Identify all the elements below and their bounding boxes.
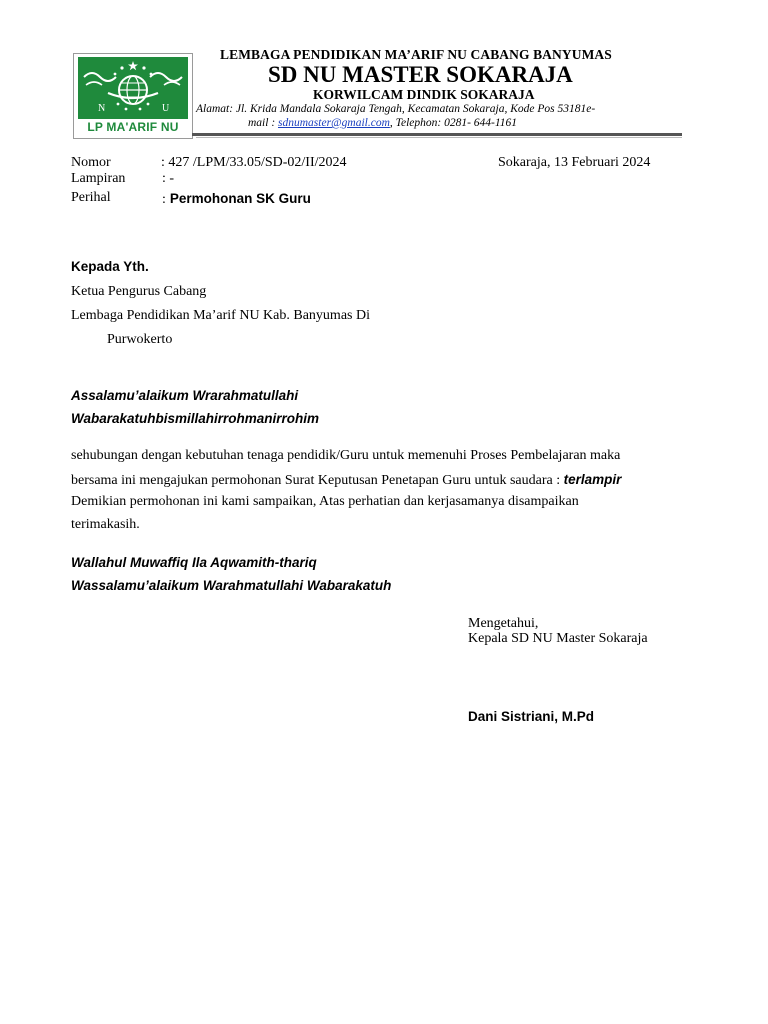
body-line: sehubungan dengan kebutuhan tenaga pendidik/Guru untuk memenuhi Proses Pembelajaran maka [71, 448, 621, 463]
signatory-name: Dani Sistriani, M.Pd [468, 709, 595, 724]
lp-maarif-nu-logo [73, 53, 193, 139]
school-name: SD NU MASTER SOKARAJA [268, 62, 573, 87]
perihal-label: Perihal [71, 190, 111, 205]
school-address: Alamat: Jl. Krida Mandala Sokaraja Tengah, Kecamatan Sokaraja, Kode Pos 53181e- [196, 103, 596, 115]
header-divider [192, 133, 682, 136]
perihal-colon: : [162, 192, 166, 207]
body-line [71, 471, 621, 489]
recipient-heading: Kepada Yth. [71, 259, 149, 274]
perihal-value: Permohonan SK Guru [169, 191, 311, 206]
body-line: terimakasih. [71, 517, 140, 532]
contact-line [248, 117, 517, 129]
greeting-line: Wabarakatuhbismillahirrohmanirrohim [71, 411, 320, 426]
body-emphasis: terlampir [563, 472, 622, 487]
email-link[interactable]: sdnumaster@gmail.com [278, 117, 390, 129]
mail-label: mail : [248, 117, 279, 129]
greeting-line: Assalamu’alaikum Wrarahmatullahi [71, 388, 299, 403]
nomor-value: : 427 /LPM/33.05/SD-02/II/2024 [161, 155, 347, 170]
organization-name: LEMBAGA PENDIDIKAN MA’ARIF NU CABANG BANYUMAS [220, 47, 612, 62]
nomor-label: Nomor [71, 155, 111, 170]
closing-line: Wallahul Muwaffiq Ila Aqwamith-thariq [71, 555, 317, 570]
logo-caption: LP MA'ARIF NU [87, 120, 179, 134]
closing-line: Wassalamu’alaikum Warahmatullahi Wabarakatuh [71, 578, 392, 593]
svg-text:U: U [162, 103, 170, 114]
signature-title: Kepala SD NU Master Sokaraja [468, 631, 648, 646]
header-divider-thin [196, 137, 682, 138]
recipient-line: Ketua Pengurus Cabang [71, 284, 207, 299]
recipient-line: Lembaga Pendidikan Ma’arif NU Kab. Banyumas Di [71, 308, 370, 323]
body-line: Demikian permohonan ini kami sampaikan, Atas perhatian dan kerjasamanya disampaikan [71, 494, 579, 509]
recipient-city: Purwokerto [107, 332, 173, 347]
svg-text:N: N [98, 103, 106, 114]
lampiran-value: : - [162, 171, 175, 186]
korwil-name: KORWILCAM DINDIK SOKARAJA [313, 87, 535, 102]
signature-acknowledge: Mengetahui, [468, 616, 539, 631]
body-text: bersama ini mengajukan permohonan Surat Keputusan Penetapan Guru untuk saudara : [71, 473, 564, 488]
letter-date: Sokaraja, 13 Februari 2024 [498, 155, 651, 170]
phone-text: , Telephon: 0281- 644-1161 [389, 117, 518, 129]
nu-emblem [78, 57, 188, 119]
lampiran-label: Lampiran [71, 171, 126, 186]
perihal-row [162, 190, 311, 208]
nu-globe-emblem-icon [78, 57, 188, 119]
